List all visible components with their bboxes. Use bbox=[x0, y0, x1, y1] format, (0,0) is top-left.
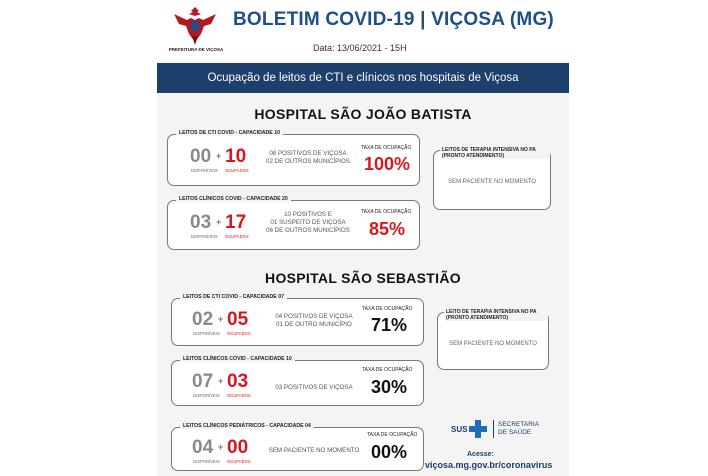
bed-card bbox=[171, 423, 424, 471]
occupied-count: 05 bbox=[227, 309, 249, 330]
logo-divider bbox=[493, 420, 494, 438]
card-description bbox=[264, 313, 364, 329]
banner bbox=[157, 63, 569, 93]
city-crest-logo bbox=[171, 4, 219, 46]
access-label: Acesse: bbox=[467, 451, 494, 458]
occupancy-rate: 71% bbox=[371, 315, 408, 335]
occupied-label: OCUPADOS bbox=[227, 459, 251, 464]
bulletin-page bbox=[157, 0, 569, 476]
rate-label: TAXA DE OCUPAÇÃO bbox=[362, 306, 413, 312]
card-description bbox=[262, 447, 366, 455]
occupancy-rate: 30% bbox=[371, 377, 408, 397]
bulletin-date: Data: 13/06/2021 - 15H bbox=[313, 43, 407, 53]
pa-icu-card bbox=[437, 309, 549, 370]
available-count: 04 bbox=[192, 437, 214, 458]
available-label: DISPONÍVEIS bbox=[193, 331, 220, 336]
description-line: 06 DE OUTROS MUNICÍPIOS bbox=[266, 227, 350, 234]
description-line: 08 POSITIVOS DE VIÇOSA bbox=[269, 150, 347, 157]
available-label: DISPONÍVEIS bbox=[193, 393, 220, 398]
card-description bbox=[258, 150, 358, 166]
card-label: LEITOS CLÍNICOS PEDIÁTRICOS - CAPACIDADE 04 bbox=[180, 423, 314, 429]
hospital-title: HOSPITAL SÃO JOÃO BATISTA bbox=[254, 106, 472, 122]
card-label: LEITOS DE CTI COVID - CAPACIDADE 10 bbox=[176, 130, 283, 136]
secretaria-label bbox=[498, 421, 539, 437]
plus-icon: + bbox=[216, 217, 222, 227]
available-count: 02 bbox=[192, 309, 214, 330]
side-card-text: SEM PACIENTE NO MOMENTO bbox=[449, 341, 537, 347]
occupancy-rate: 85% bbox=[369, 219, 406, 239]
available-count: 03 bbox=[190, 212, 212, 233]
occupied-label: OCUPADOS bbox=[225, 168, 249, 173]
occupied-count: 17 bbox=[225, 212, 247, 233]
rate-label: TAXA DE OCUPAÇÃO bbox=[362, 367, 413, 373]
health-cross-icon bbox=[468, 419, 488, 439]
plus-icon: + bbox=[218, 442, 224, 452]
website-link[interactable]: viçosa.mg.gov.br/coronavirus bbox=[425, 460, 553, 470]
secretaria-line: SECRETARIA bbox=[498, 421, 540, 428]
header bbox=[157, 0, 569, 62]
side-card-label: LEITOS DE TERAPIA INTENSIVA NO PA (PRONTO ATENDIMENTO) bbox=[440, 147, 550, 159]
available-count: 07 bbox=[192, 371, 214, 392]
crest-label: PREFEITURA DE VIÇOSA bbox=[168, 47, 224, 52]
available-label: DISPONÍVEIS bbox=[191, 168, 218, 173]
card-description bbox=[258, 211, 358, 235]
secretaria-line: DE SAÚDE bbox=[498, 429, 532, 436]
occupied-label: OCUPADOS bbox=[227, 393, 251, 398]
occupied-count: 03 bbox=[227, 371, 249, 392]
side-card-label: LEITO DE TERAPIA INTENSIVA NO PA (PRONTO ATENDIMENTO) bbox=[444, 309, 548, 321]
bed-card bbox=[171, 356, 424, 406]
bed-card bbox=[171, 294, 424, 346]
hospital-title: HOSPITAL SÃO SEBASTIÃO bbox=[265, 270, 461, 286]
available-label: DISPONÍVEIS bbox=[191, 234, 218, 239]
occupied-label: OCUPADOS bbox=[225, 234, 249, 239]
bed-card bbox=[167, 196, 420, 250]
plus-icon: + bbox=[218, 314, 224, 324]
occupied-count: 10 bbox=[225, 146, 247, 167]
occupancy-rate: 00% bbox=[371, 442, 408, 462]
pa-icu-card bbox=[433, 147, 551, 210]
rate-label: TAXA DE OCUPAÇÃO bbox=[361, 209, 412, 215]
card-label: LEITOS CLÍNICOS COVID - CAPACIDADE 20 bbox=[176, 196, 291, 202]
card-label: LEITOS CLÍNICOS COVID - CAPACIDADE 10 bbox=[180, 356, 295, 362]
description-line: 10 POSITIVOS E bbox=[284, 211, 332, 218]
card-description bbox=[264, 384, 364, 392]
card-label: LEITOS DE CTI COVID - CAPACIDADE 07 bbox=[180, 294, 287, 300]
banner-text: Ocupação de leitos de CTI e clínicos nos hospitais de Viçosa bbox=[207, 72, 519, 84]
plus-icon: + bbox=[216, 151, 222, 161]
plus-icon: + bbox=[218, 376, 224, 386]
description-line: 01 SUSPEITO DE VIÇOSA bbox=[270, 219, 346, 226]
rate-label: TAXA DE OCUPAÇÃO bbox=[361, 145, 412, 151]
occupied-count: 00 bbox=[227, 437, 249, 458]
bed-card bbox=[167, 130, 420, 186]
page-title: BOLETIM COVID-19 | VIÇOSA (MG) bbox=[233, 9, 554, 30]
sus-text: SUS bbox=[451, 425, 468, 434]
description-line: 01 DE OUTRO MUNICÍPIO bbox=[276, 321, 352, 328]
occupancy-rate: 100% bbox=[364, 154, 411, 174]
rate-label: TAXA DE OCUPAÇÃO bbox=[367, 432, 418, 438]
description-line: 04 POSITIVOS DE VIÇOSA bbox=[275, 313, 353, 320]
available-count: 00 bbox=[190, 146, 212, 167]
description-line: SEM PACIENTE NO MOMENTO bbox=[268, 447, 360, 454]
occupied-label: OCUPADOS bbox=[227, 331, 251, 336]
sus-logo bbox=[443, 417, 563, 443]
description-line: 02 DE OUTROS MUNICÍPIOS bbox=[266, 158, 350, 165]
available-label: DISPONÍVEIS bbox=[193, 459, 220, 464]
description-line: 03 POSITIVOS DE VIÇOSA bbox=[275, 384, 353, 391]
side-card-text: SEM PACIENTE NO MOMENTO bbox=[448, 179, 536, 185]
